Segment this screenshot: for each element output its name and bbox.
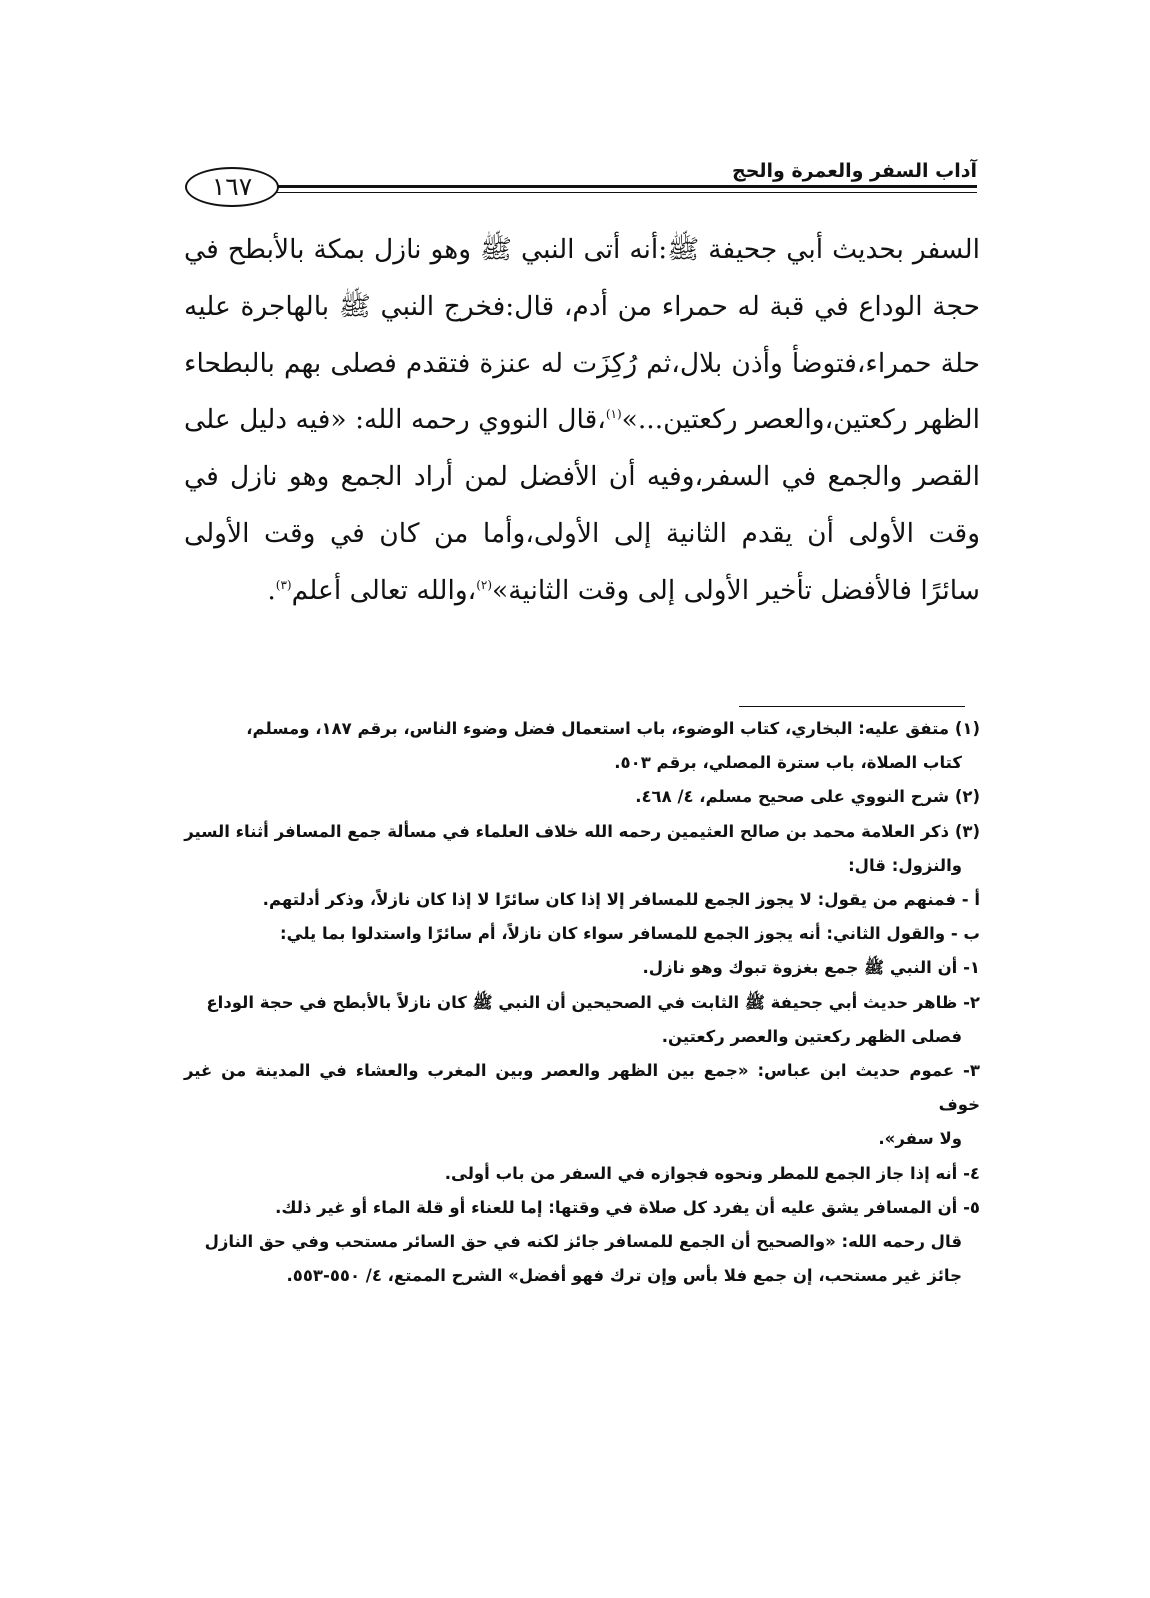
footnote-3-item-3-line-2: ولا سفر». (878, 1129, 962, 1149)
footnote-3-opinion-b: ب - والقول الثاني: أنه يجوز الجمع للمسافر سواء كان نازلاً، أم سائرًا واستدلوا بما يلي: (280, 924, 980, 944)
footnote-3-item-2-line-2: فصلى الظهر ركعتين والعصر ركعتين. (661, 1026, 962, 1046)
footnote-3-item-3-line-1: ٣- عموم حديث ابن عباس: «جمع بين الظهر والعصر وبين المغرب والعشاء في المدينة من غير خوف (184, 1061, 980, 1115)
main-text (184, 222, 980, 620)
footnote-3-quote-line-1: قال رحمه الله: «والصحيح أن الجمع للمسافر جائز لكنه في حق السائر مستحب وفي حق النازل (204, 1232, 962, 1252)
footnote-3-item-2-line-1: ٢- ظاهر حديث أبي جحيفة ﷺ الثابت في الصحيحين أن النبي ﷺ كان نازلاً بالأبطح في حجة الوداع (206, 992, 980, 1012)
footnote-ref-2: (٢) (476, 577, 493, 592)
main-text-part-2: ،قال النووي رحمه الله: «فيه دليل على القصر والجمع في السفر،وفيه أن الأفضل لمن أراد الجمع وهو نازل في وقت الأولى أن يقدم الثانية إلى الأولى،وأما من كان في وقت الأولى سائرًا فالأفضل تأخير الأولى إلى وقت الثانية» (184, 404, 980, 606)
footnote-1-line-1: (١) متفق عليه: البخاري، كتاب الوضوء، باب استعمال فضل وضوء الناس، برقم ١٨٧، ومسلم، (246, 719, 980, 738)
footnote-3-line-2: والنزول: قال: (848, 855, 962, 875)
footnote-3-line-1: (٣) ذكر العلامة محمد بن صالح العثيمين رحمه الله خلاف العلماء في مسألة جمع المسافر أثناء السير (184, 821, 980, 841)
main-text-part-1: السفر بحديث أبي جحيفة ﷺ:أنه أتى النبي ﷺ وهو نازل بمكة بالأبطح في حجة الوداع في قبة له حمراء من أدم، قال:فخرج النبي ﷺ بالهاجرة عليه حلة حمراء،فتوضأ وأذن بلال،ثم رُكِزَت له عنزة فتقدم فصلى بهم بالبطحاء الظهر ركعتين،والعصر ركعتين...» (184, 234, 980, 436)
running-title: آداب السفر والعمرة والحج (732, 160, 977, 182)
page-number: ١٦٧ (185, 167, 279, 207)
footnote-3-item-5: ٥- أن المسافر يشق عليه أن يفرد كل صلاة في وقتها: إما للعناء أو قلة الماء أو غير ذلك. (275, 1197, 980, 1217)
footnote-3-item-1: ١- أن النبي ﷺ جمع بغزوة تبوك وهو نازل. (642, 958, 980, 978)
main-text-end: . (267, 574, 276, 606)
footnote-3-quote-line-2: جائز غير مستحب، إن جمع فلا بأس وإن ترك فهو أفضل» الشرح الممتع، ٤/ ٥٥٠-٥٥٣. (286, 1266, 962, 1286)
footnote-separator (739, 706, 965, 707)
header-rule-thick (265, 185, 977, 188)
footnote-ref-3: (٣) (275, 577, 292, 592)
header-rule-thin (265, 192, 977, 193)
footnote-1-line-2: كتاب الصلاة، باب سترة المصلي، برقم ٥٠٣. (614, 753, 962, 773)
footnote-ref-1: (١) (605, 407, 622, 422)
footnote-3-opinion-a: أ - فمنهم من يقول: لا يجوز الجمع للمسافر إلا إذا كان سائرًا لا إذا كان نازلاً، وذكر أدلتهم. (262, 890, 980, 910)
main-text-part-3: ،والله تعالى أعلم (291, 574, 477, 606)
footnote-3-item-4: ٤- أنه إذا جاز الجمع للمطر ونحوه فجوازه في السفر من باب أولى. (444, 1163, 980, 1183)
footnotes (184, 712, 980, 1293)
main-paragraph (184, 222, 980, 620)
page-header (185, 158, 977, 208)
footnote-2: (٢) شرح النووي على صحيح مسلم، ٤/ ٤٦٨. (635, 787, 980, 807)
